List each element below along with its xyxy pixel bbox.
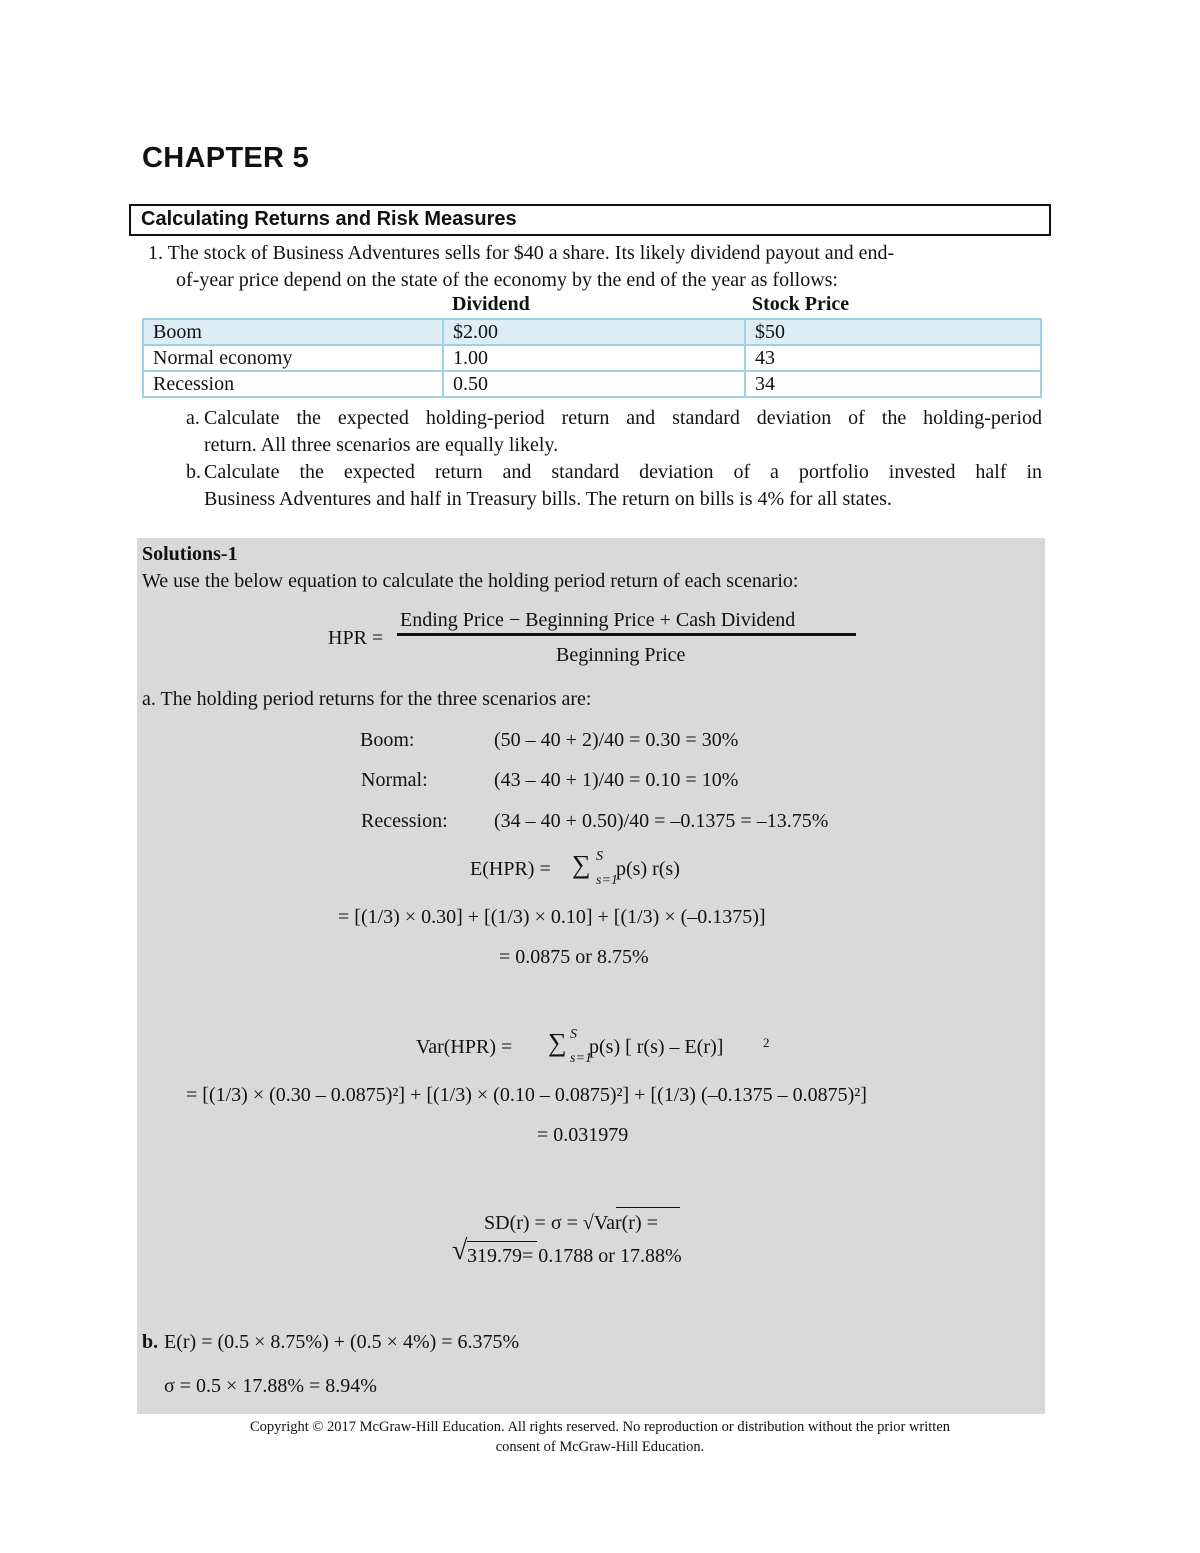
footer-line-1: Copyright © 2017 McGraw-Hill Education. All rights reserved. No reproduction or distribution without the prior written (249, 1419, 951, 1435)
expected-hpr-lhs: E(HPR) = (470, 858, 551, 880)
hpr-formula-lhs: HPR = (328, 627, 384, 649)
scenario-calc-normal: (43 – 40 + 1)/40 = 0.10 = 10% (494, 769, 739, 791)
variance-exponent: 2 (763, 1035, 770, 1050)
part-b-text-line-2: Business Adventures and half in Treasury bills. The return on bills is 4% for all states. (204, 488, 892, 510)
scenario-label-normal: Normal: (361, 769, 428, 791)
summation-lower-bound: s=1 (570, 1051, 592, 1066)
expected-hpr-line-2: = [(1/3) × 0.30] + [(1/3) × 0.10] + [(1/3) × (–0.1375)] (338, 906, 766, 928)
expected-hpr-result: = 0.0875 or 8.75% (499, 946, 649, 968)
part-b-solution-label: b. (142, 1331, 159, 1353)
copyright-footer (130, 1417, 1070, 1457)
table-cell: $50 (745, 319, 1041, 345)
part-a-intro: a. The holding period returns for the three scenarios are: (142, 688, 592, 710)
table-row (143, 319, 1041, 345)
expected-hpr-rhs: p(s) r(s) (616, 858, 680, 880)
radical-overline (467, 1241, 537, 1242)
scenario-table (142, 318, 1042, 398)
question-text-line-2: of-year price depend on the state of the economy by the end of the year as follows: (176, 269, 838, 291)
solution-intro: We use the below equation to calculate the holding period return of each scenario: (142, 570, 799, 592)
table-cell: 43 (745, 345, 1041, 371)
part-b-expected-return: E(r) = (0.5 × 8.75%) + (0.5 × 4%) = 6.375% (164, 1331, 520, 1353)
summation-lower-bound: s=1 (596, 873, 618, 888)
table-cell: 1.00 (443, 345, 745, 371)
part-a-text-line-2: return. All three scenarios are equally likely. (204, 434, 559, 456)
part-a-text-line-1: Calculate the expected holding-period return and standard deviation of the holding-period (204, 407, 1042, 429)
variance-rhs: p(s) [ r(s) – E(r)] (589, 1036, 724, 1058)
part-b-text-line-1: Calculate the expected return and standard deviation of a portfolio invested half in (204, 461, 1042, 483)
hpr-formula-denominator: Beginning Price (556, 644, 686, 666)
summation-upper-bound: S (570, 1027, 577, 1042)
scenario-label-boom: Boom: (360, 729, 415, 751)
table-row (143, 345, 1041, 371)
summation-symbol: ∑ (572, 850, 591, 879)
part-a-label: a. (186, 407, 200, 429)
scenario-label-recession: Recession: (361, 810, 448, 832)
fraction-bar (397, 633, 856, 636)
scenario-calc-recession: (34 – 40 + 0.50)/40 = –0.1375 = –13.75% (494, 810, 829, 832)
hpr-formula-numerator: Ending Price − Beginning Price + Cash Dividend (400, 609, 796, 631)
variance-lhs: Var(HPR) = (416, 1036, 513, 1058)
solution-panel (137, 538, 1045, 1414)
section-header-box (129, 204, 1051, 236)
part-b-label: b. (186, 461, 201, 483)
table-cell: 34 (745, 371, 1041, 397)
column-header-dividend: Dividend (452, 293, 530, 315)
scenario-calc-boom: (50 – 40 + 2)/40 = 0.30 = 30% (494, 729, 739, 751)
summation-symbol: ∑ (548, 1028, 567, 1057)
chapter-title: CHAPTER 5 (142, 142, 310, 174)
column-header-stock-price: Stock Price (752, 293, 850, 315)
table-cell: 0.50 (443, 371, 745, 397)
table-cell: Normal economy (143, 345, 443, 371)
radical-overline (616, 1207, 680, 1208)
variance-line-2: = [(1/3) × (0.30 – 0.0875)²] + [(1/3) × (0.10 – 0.0875)²] + [(1/3) (–0.1375 – 0.0875)²] (186, 1084, 867, 1106)
std-dev-line-1: SD(r) = σ = √Var(r) = (484, 1212, 658, 1234)
table-cell: $2.00 (443, 319, 745, 345)
table-cell: Boom (143, 319, 443, 345)
part-b-std-dev: σ = 0.5 × 17.88% = 8.94% (164, 1375, 377, 1397)
solution-title: Solutions-1 (142, 543, 238, 565)
question-text-line-1: 1. The stock of Business Adventures sells for $40 a share. Its likely dividend payout and end- (148, 242, 895, 264)
variance-result: = 0.031979 (537, 1124, 629, 1146)
radical-icon: √ (452, 1235, 468, 1266)
std-dev-result: 319.79= 0.1788 or 17.88% (467, 1245, 682, 1267)
summation-upper-bound: S (596, 849, 603, 864)
section-title: Calculating Returns and Risk Measures (141, 208, 517, 230)
table-cell: Recession (143, 371, 443, 397)
table-row (143, 371, 1041, 397)
footer-line-2: consent of McGraw-Hill Education. (495, 1439, 705, 1455)
